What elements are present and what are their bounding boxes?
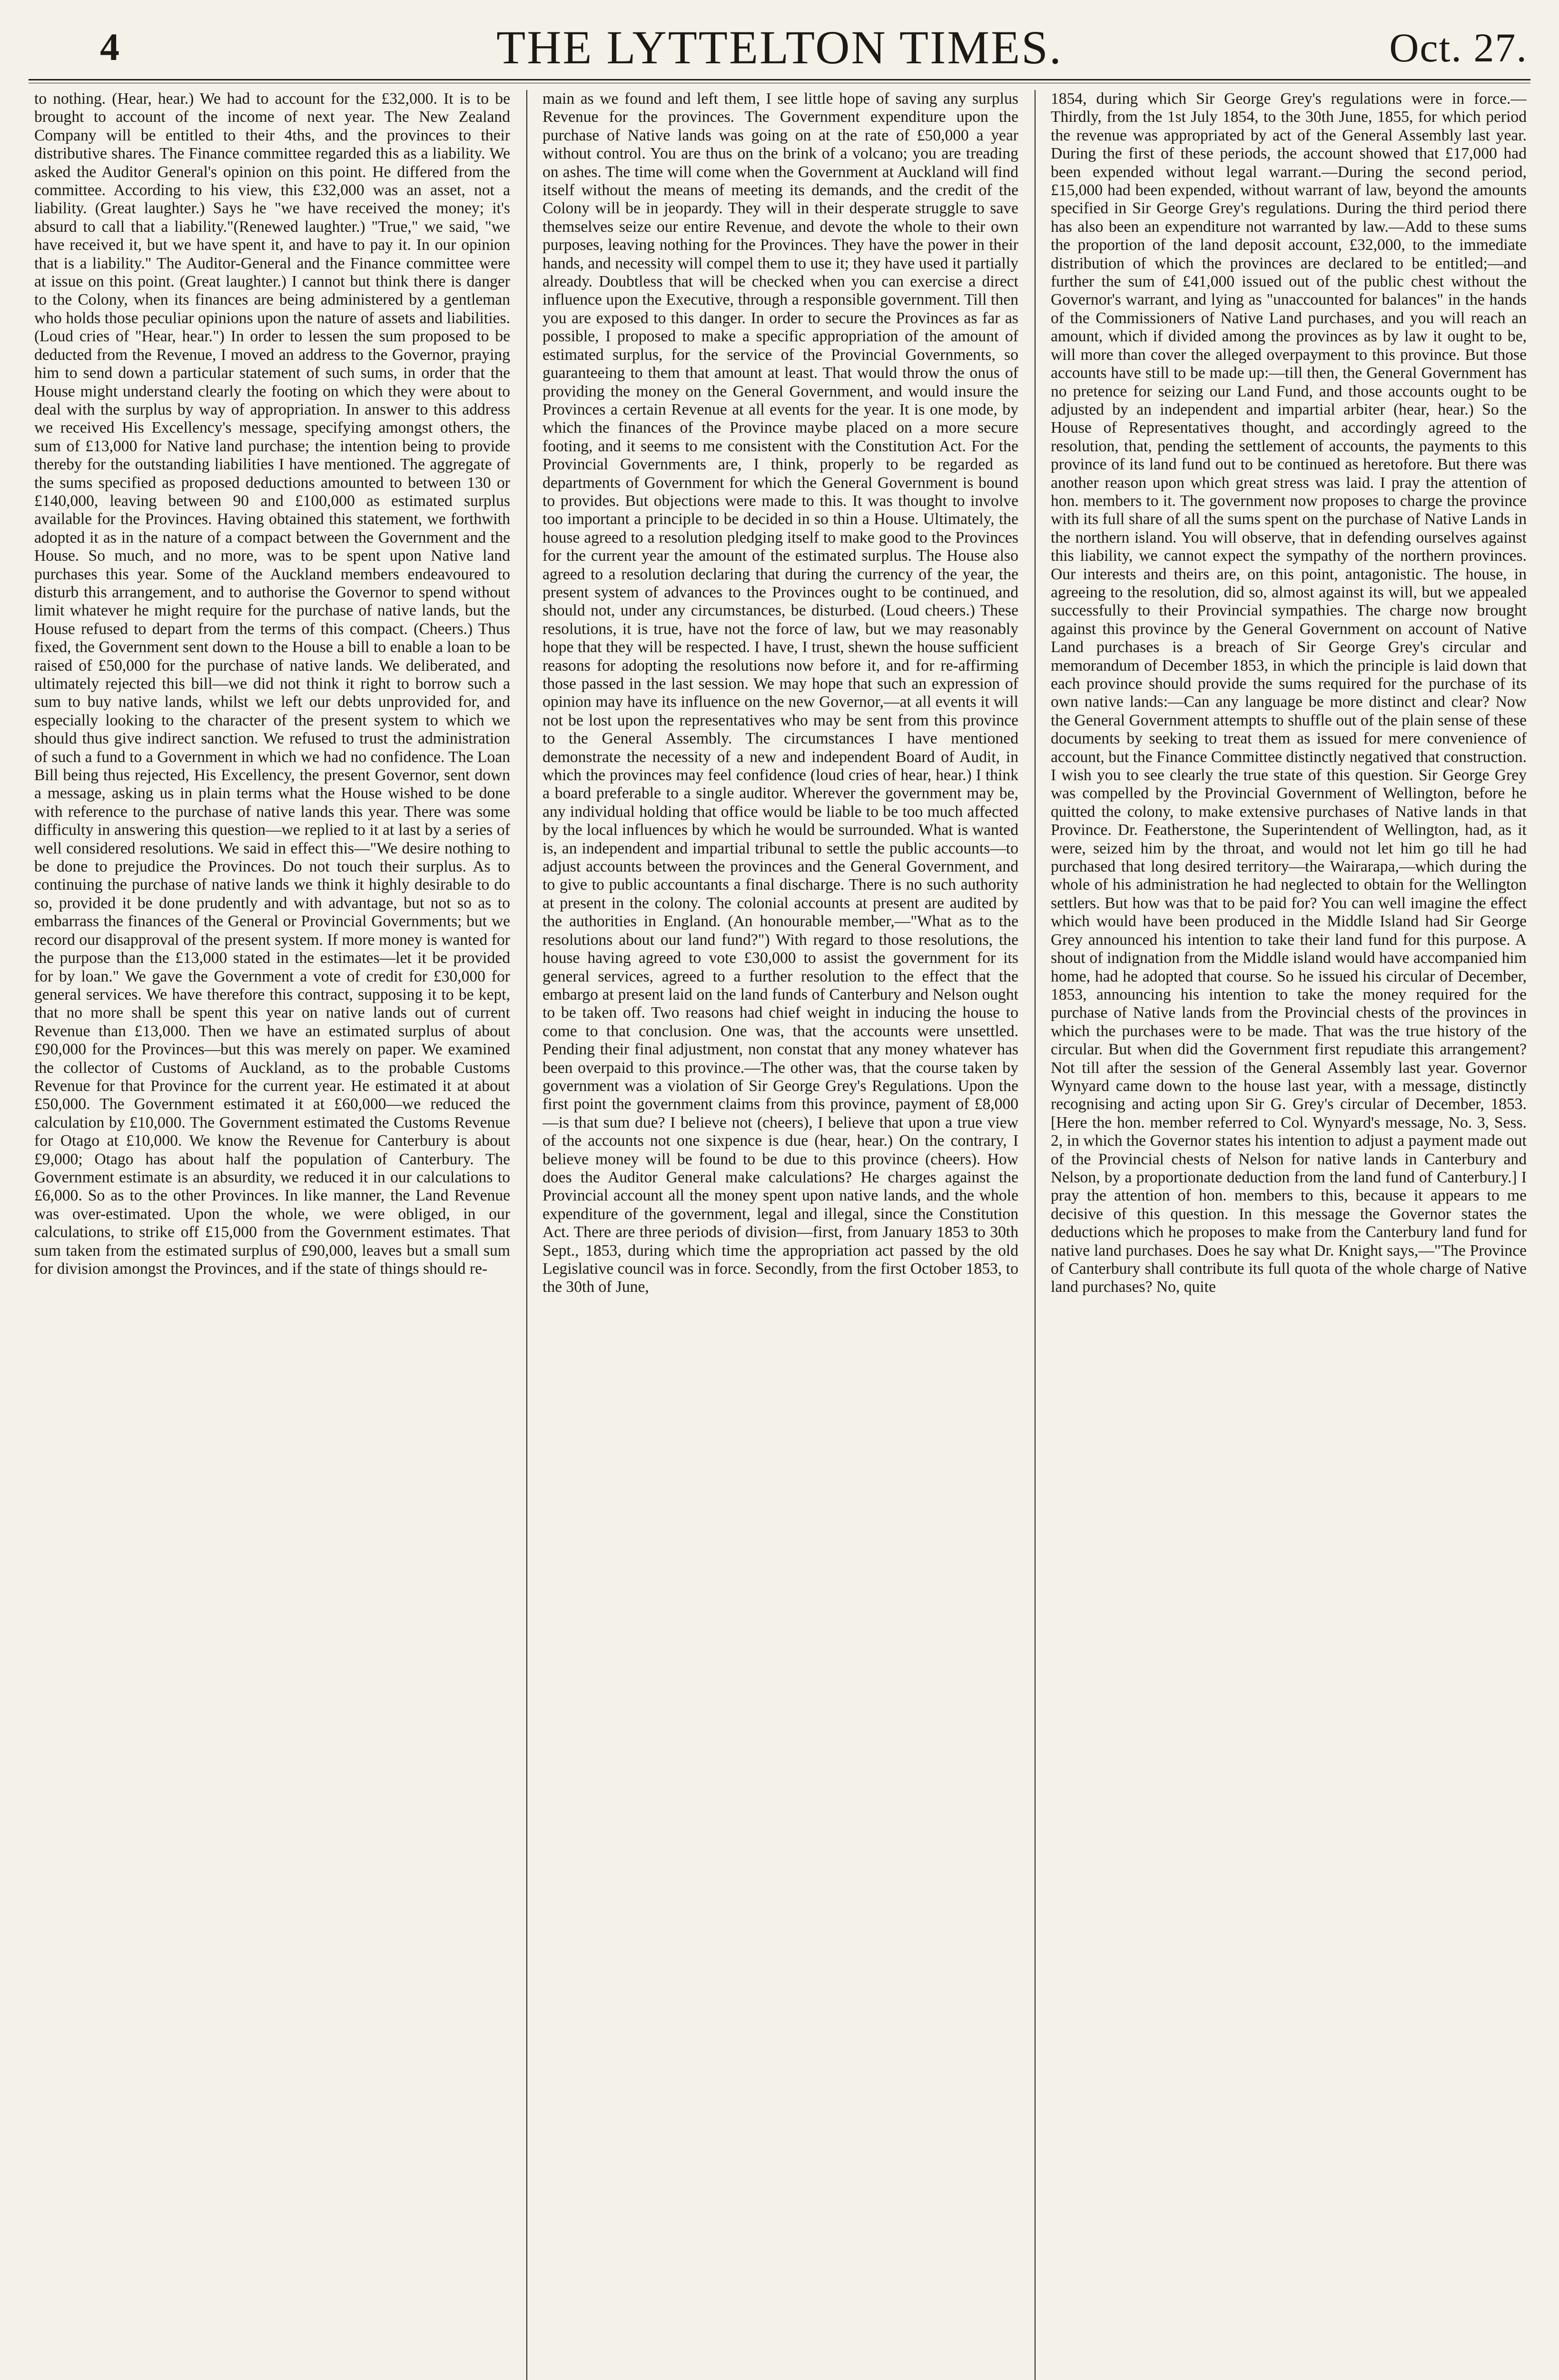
page-number: 4 <box>100 25 119 69</box>
column-2-text: main as we found and left them, I see little hope of saving any surplus Revenue for the provinces. The Government expenditure upon the purchase of Native lands was going on at the rate of £50,000 a year without control. You are thus on the brink of a volcano; you are treading on ashes. The time will come when the Government at Auckland will find itself without the means of meeting its demands, and the credit of the Colony will be in jeopardy. They will in their desperate struggle to save themselves seize our entire Revenue, and devote the whole to their own purposes, leaving nothing for the Provinces. They have the power in their hands, and necessity will compel them to use it; they have used it partially already. Doubtless that will be checked when you can exercise a direct influence upon the Executive, through a responsible government. Till then you are exposed to this danger. In order to secure the Provinces as far as possible, I proposed to make a specific appropriation of the amount of estimated surplus, for the service of the Provincial Governments, so guaranteeing to them that amount at least. That would throw the onus of providing the money on the General Government, and would insure the Provinces a certain Revenue at all events for the year. It is one mode, by which the finances of the Province maybe placed on a more secure footing, and it seems to me consistent with the Constitution Act. For the Provincial Governments are, I think, properly to be regarded as departments of Government for which the General Government is bound to provides. But objections were made to this. It was thought to involve too important a principle to be decided in so thin a House. Ultimately, the house agreed to a resolution pledging itself to make good to the Provinces for the current year the amount of the estimated surplus. The House also agreed to a resolution declaring that during the currency of the year, the present system of advances to the Provinces ought to be continued, and should not, under any circumstances, be disturbed. (Loud cheers.) These resolutions, it is true, have not the force of law, but we may reasonably hope that they will be respected. I have, I trust, shewn the house sufficient reasons for adopting the resolutions now before it, and for re-affirming those passed in the last session. We may hope that such an expression of opinion may have its influence on the new Governor,—at all events it will not be lost upon the representatives who may be sent from this province to the General Assembly. The circumstances I have mentioned demonstrate the necessity of a new and independent Board of Audit, in which the provinces may feel confidence (loud cries of hear, hear.) I think a board preferable to a single auditor. Wherever the government may be, any individual holding that office would be liable to be too much affected by the local influences by which he would be surrounded. What is wanted is, an independent and impartial tribunal to settle the public accounts—to adjust accounts between the provinces and the General Government, and to give to public accountants a final discharge. There is no such authority at present in the colony. The colonial accounts at present are audited by the authorities in England. (An honourable member,—"What as to the resolutions about our land fund?") With regard to those resolutions, the house having agreed to vote £30,000 to assist the government for its general services, agreed to a further resolution to the effect that the embargo at present laid on the land funds of Canterbury and Nelson ought to be taken off. Two reasons had chief weight in inducing the house to come to that conclusion. One was, that the accounts were unsettled. Pending their final adjustment, non constat that any money whatever has been overpaid to this province.—The other was, that the course taken by government was a violation of Sir George Grey's Regulations. Upon the first point the government claims from this province, payment of £8,000—is that sum due? I believe not (cheers), I believe that upon a true view of the accounts not one sixpence is due (hear, hear.) On the contrary, I believe money will be found to be due to this province (cheers). How does the Auditor General make calculations? He charges against the Provincial account all the money spent upon native lands, and the whole expenditure of the government, legal and illegal, since the Constitution Act. There are three periods of division—first, from January 1853 to 30th Sept., 1853, during which time the appropriation act passed by the old Legislative council was in force. Secondly, from the first October 1853, to the 30th of June, <box>543 90 1018 1296</box>
column-divider-2 <box>1035 90 1036 2380</box>
column-3 <box>1051 90 1527 2380</box>
newspaper-title: THE LYTTELTON TIMES. <box>496 21 1063 74</box>
column-3-text: 1854, during which Sir George Grey's regulations were in force.—Thirdly, from the 1st July 1854, to the 30th June, 1855, for which period the revenue was appropriated by act of the General Assembly last year. During the first of these periods, the account showed that £17,000 had been expended without legal warrant.—During the second period, £15,000 had been expended, without warrant of law, beyond the amounts specified in Sir George Grey's regulations. During the third period there has also been an expenditure not warranted by law.—Add to these sums the proportion of the land deposit account, £32,000, to the immediate distribution of which the provinces are declared to be entitled;—and further the sum of £41,000 issued out of the public chest without the Governor's warrant, and lying as "unaccounted for balances" in the hands of the Commissioners of Native Land purchases, and you will reach an amount, which if divided among the provinces as by law it ought to be, will more than cover the alleged overpayment to this province. But those accounts have still to be made up:—till then, the General Government has no pretence for seizing our Land Fund, and those accounts ought to be adjusted by an independent and impartial arbiter (hear, hear.) So the House of Representatives thought, and accordingly agreed to the resolution, that, pending the settlement of accounts, the payments to this province of its land fund out to be continued as heretofore. But there was another reason upon which great stress was laid. I pray the attention of hon. members to it. The government now proposes to charge the province with its full share of all the sums spent on the purchase of Native Lands in the northern island. You will observe, that in defending ourselves against this liability, we cannot expect the sympathy of the northern provinces. Our interests and theirs are, on this point, antagonistic. The house, in agreeing to the resolution, did so, almost against its will, but we appealed successfully to their Provincial sympathies. The charge now brought against this province by the General Government on account of Native Land purchases is a breach of Sir George Grey's circular and memorandum of December 1853, in which the principle is laid down that each province should provide the sums required for the purchase of its own native lands:—Can any language be more distinct and clear? Now the General Government attempts to shuffle out of the plain sense of these documents by seeking to treat them as issued for mere convenience of account, but the Finance Committee distinctly negatived that construction. I wish you to see clearly the true state of this question. Sir George Grey was compelled by the Provincial Government of Wellington, before he quitted the colony, to make extensive purchases of Native lands in that Province. Dr. Featherstone, the Superintendent of Wellington, had, as it were, seized him by the throat, and would not let him go till he had purchased that long desired territory—the Wairarapa,—which during the whole of his administration he had neglected to obtain for the Wellington settlers. But how was that to be paid for? You can well imagine the effect which would have been produced in the Middle Island had Sir George Grey announced his intention to take their land fund for this purpose. A shout of indignation from the Middle island would have accompanied him home, had he adopted that course. So he issued his circular of December, 1853, announcing his intention to take the money required for the purchase of Native lands from the Provincial chests of the provinces in which the purchases were to be made. That was the true history of the circular. But when did the Government first repudiate this arrangement? Not till after the session of the General Assembly last year. Governor Wynyard came down to the house last year, with a message, distinctly recognising and acting upon Sir G. Grey's circular of December, 1853. [Here the hon. member referred to Col. Wynyard's message, No. 3, Sess. 2, in which the Governor states his intention to adjust a payment made out of the Provincial chests of Nelson for native lands in Canterbury and Nelson, by a proportionate deduction from the land fund of Canterbury.] I pray the attention of hon. members to this, because it appears to me decisive of this question. In this message the Governor states the deductions which he proposes to make from the Canterbury land fund for native land purchases. Does he say what Dr. Knight says,—"The Province of Canterbury shall contribute its full quota of the whole charge of Native land purchases? No, quite <box>1051 90 1527 1296</box>
column-2 <box>543 90 1018 2380</box>
article-columns <box>29 90 1530 2380</box>
issue-date: Oct. 27. <box>1389 25 1528 70</box>
newspaper-page <box>29 11 1530 2380</box>
column-divider-1 <box>526 90 527 2380</box>
masthead-rule <box>29 79 1530 80</box>
column-1-text: to nothing. (Hear, hear.) We had to account for the £32,000. It is to be brought to account of the income of next year. The New Zealand Company will be entitled to their 4ths, and the provinces to their distributive shares. The Finance committee regarded this as a liability. We asked the Auditor General's opinion on this point. He differed from the committee. According to his view, this £32,000 was an asset, not a liability. (Great laughter.) Says he "we have received the money; it's absurd to call that a liability."(Renewed laughter.) "True," we said, "we have received it, but we have spent it, and have to pay it. In our opinion that is a liability." The Auditor-General and the Finance committee were at issue on this point. (Great laughter.) I cannot but think there is danger to the Colony, when its finances are being administered by a gentleman who holds those peculiar opinions upon the nature of assets and liabilities. (Loud cries of "Hear, hear.") In order to lessen the sum proposed to be deducted from the Revenue, I moved an address to the Governor, praying him to send down a particular statement of such sums, in order that the House might understand clearly the footing on which they were about to deal with the surplus by way of appropriation. In answer to this address we received His Excellency's message, specifying amongst others, the sum of £13,000 for Native land purchase; the intention being to provide thereby for the outstanding liabilities I have mentioned. The aggregate of the sums specified as proposed deductions amounted to between 130 or £140,000, leaving between 90 and £100,000 as estimated surplus available for the Provinces. Having obtained this statement, we forthwith adopted it as in the nature of a compact between the Government and the House. So much, and no more, was to be spent upon Native land purchases this year. Some of the Auckland members endeavoured to disturb this arrangement, and to authorise the Governor to spend without limit whatever he might require for the purchase of native lands, but the House refused to depart from the terms of this compact. (Cheers.) Thus fixed, the Government sent down to the House a bill to enable a loan to be raised of £50,000 for the purchase of native lands. We deliberated, and ultimately rejected this bill—we did not think it right to borrow such a sum to buy native lands, whilst we left our debts unprovided for, and especially looking to the character of the present system to which we should thus give indirect sanction. We refused to trust the administration of such a fund to a Government in which we had no confidence. The Loan Bill being thus rejected, His Excellency, the present Governor, sent down a message, asking us in plain terms what the House wished to be done with reference to the purchase of native lands this year. There was some difficulty in answering this question—we replied to it at last by a series of well considered resolutions. We said in effect this—"We desire nothing to be done to prejudice the Provinces. Do not touch their surplus. As to continuing the purchase of native lands we think it highly desirable to do so, provided it be done prudently and with advantage, but not so as to embarrass the finances of the General or Provincial Governments; but we record our disapproval of the present system. If more money is wanted for the purpose than the £13,000 stated in the estimates—let it be provided for by loan." We gave the Government a vote of credit for £30,000 for general services. We have therefore this contract, supposing it to be kept, that no more shall be spent this year on native lands out of current Revenue than £13,000. Then we have an estimated surplus of about £90,000 for the Provinces—but this was merely on paper. We examined the collector of Customs of Auckland, as to the probable Customs Revenue for that Province for the current year. He estimated it at about £50,000. The Government estimated it at £60,000—we reduced the calculation by £10,000. The Government estimated the Customs Revenue for Otago at £10,000. We know the Revenue for Canterbury is about £9,000; Otago has about half the population of Canterbury. The Government estimate is an absurdity, we reduced it in our calculations to £6,000. So as to the other Provinces. In like manner, the Land Revenue was over-estimated. Upon the whole, we were obliged, in our calculations, to strike off £15,000 from the Government estimates. That sum taken from the estimated surplus of £90,000, leaves but a small sum for division amongst the Provinces, and if the state of things should re- <box>34 90 510 1278</box>
masthead <box>29 11 1530 83</box>
column-1 <box>34 90 510 2380</box>
